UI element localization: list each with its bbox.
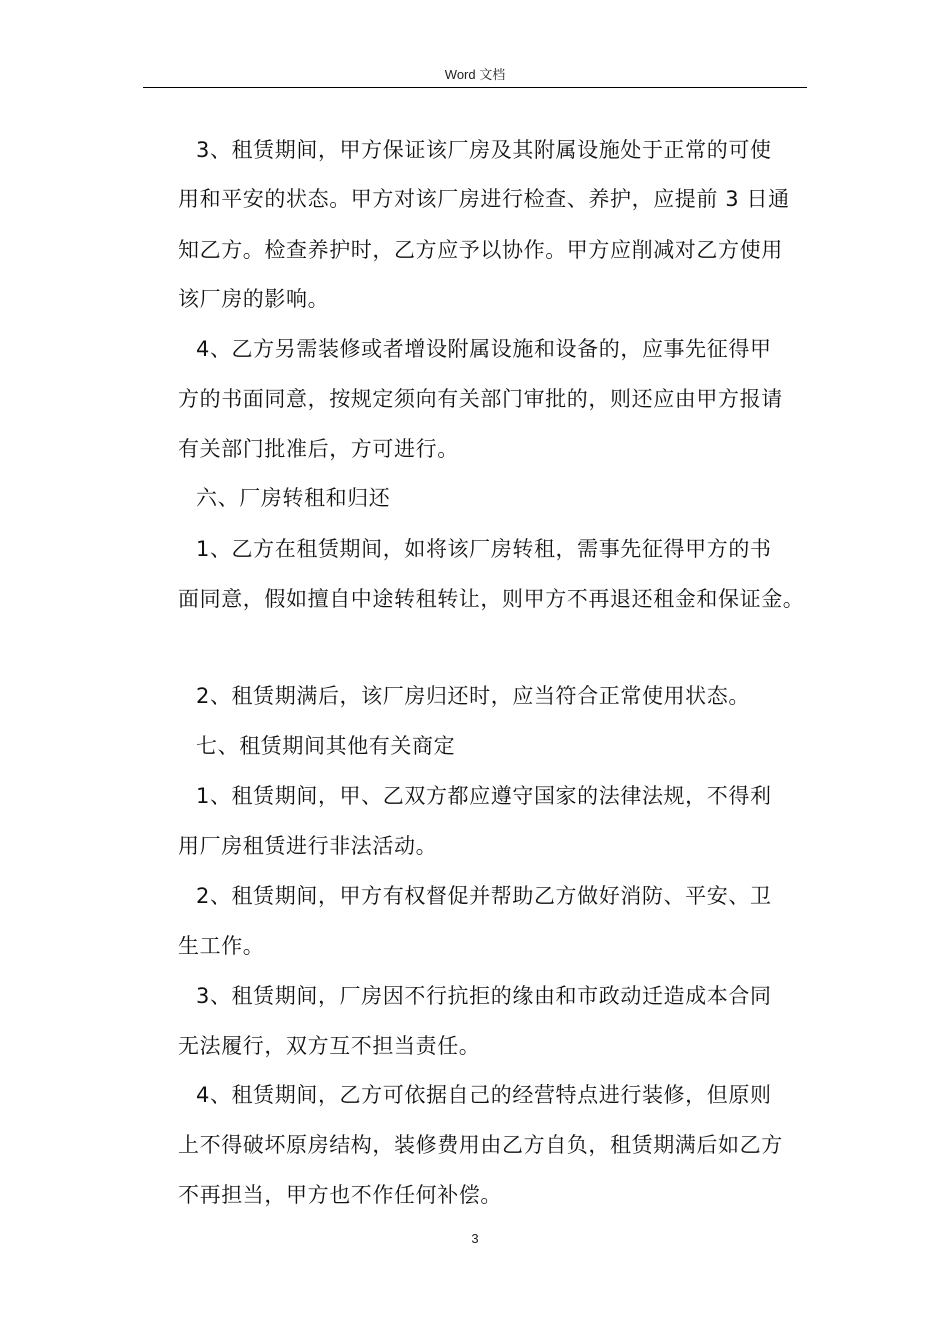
body-line: 用厂房租赁进行非法活动。 [178,834,438,858]
section-heading: 六、厂房转租和归还 [196,486,391,510]
body-line: 知乙方。检查养护时，乙方应予以协作。甲方应削减对乙方使用 [178,238,783,262]
body-line: 有关部门批准后，方可进行。 [178,437,459,461]
body-line: 3、租赁期间，甲方保证该厂房及其附属设施处于正常的可使 [196,138,772,162]
body-line: 方的书面同意，按规定须向有关部门审批的，则还应由甲方报请 [178,387,783,411]
body-line: 用和平安的状态。甲方对该厂房进行检查、养护，应提前 3 日通 [178,187,790,211]
body-line: 2、租赁期满后，该厂房归还时，应当符合正常使用状态。 [196,684,750,708]
body-line: 不再担当，甲方也不作任何补偿。 [178,1183,502,1207]
body-line: 4、租赁期间，乙方可依据自己的经营特点进行装修，但原则 [196,1083,772,1107]
page-number: 3 [471,1231,479,1246]
section-heading: 七、租赁期间其他有关商定 [196,734,456,758]
body-line: 1、租赁期间，甲、乙双方都应遵守国家的法律法规，不得利 [196,784,772,808]
body-line: 2、租赁期间，甲方有权督促并帮助乙方做好消防、平安、卫 [196,884,772,908]
body-line: 上不得破坏原房结构，装修费用由乙方自负，租赁期满后如乙方 [178,1133,783,1157]
header-divider [143,87,807,88]
body-line: 生工作。 [178,934,265,958]
body-line: 1、乙方在租赁期间，如将该厂房转租，需事先征得甲方的书 [196,537,772,561]
body-line: 该厂房的影响。 [178,287,330,311]
body-line: 4、乙方另需装修或者增设附属设施和设备的，应事先征得甲 [196,337,772,361]
body-line: 3、租赁期间，厂房因不行抗拒的缘由和市政动迁造成本合同 [196,984,772,1008]
body-line: 无法履行，双方互不担当责任。 [178,1034,481,1058]
body-line: 面同意，假如擅自中途转租转让，则甲方不再退还租金和保证金。 [178,587,805,611]
page-header-title: Word 文档 [444,67,506,82]
